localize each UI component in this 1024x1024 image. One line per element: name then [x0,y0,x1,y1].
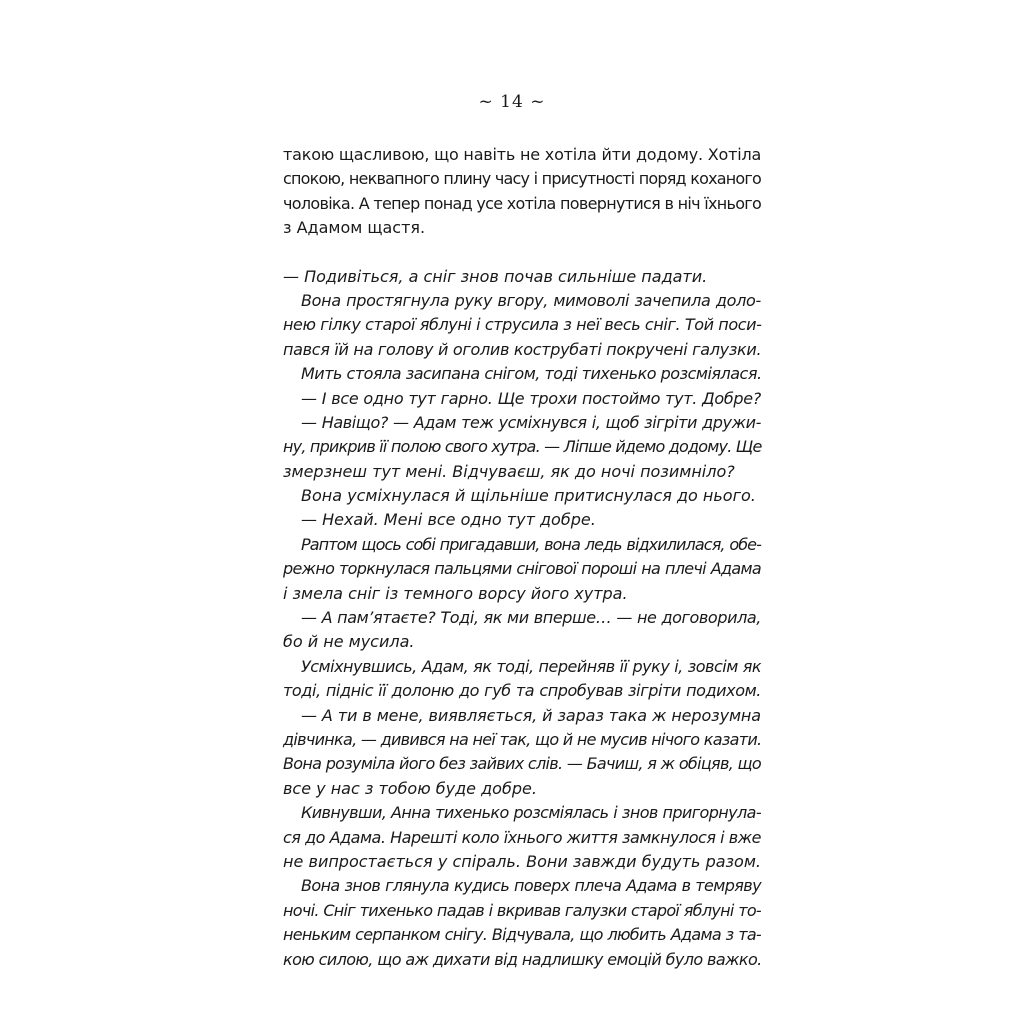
text-line: ся до Адама. Нарешті коло їхнього життя замкнулося і вже [283,827,761,847]
text-line: все у нас з тобою буде добре. [283,778,537,798]
text-line: ночі. Сніг тихенько падав і вкривав галузки старої яблуні то- [283,900,761,920]
text-line: — Навіщо? — Адам теж усміхнувся і, щоб зігріти дружи- [301,412,761,432]
text-line: режно торкнулася пальцями снігової пороші на плечі Адама [283,559,761,579]
text-line: і змела сніг із темного ворсу його хутра. [283,583,628,603]
text-line: — Подивіться, а сніг знов почав сильніше падати. [283,266,708,286]
text-line: Вона знов глянула кудись поверх плеча Адама в темряву [301,876,761,896]
paragraph-gap [283,241,761,265]
text-line: спокою, неквапного плину часу і присутності поряд коханого [283,169,761,189]
text-line: Мить стояла засипана снігом, тоді тихенько розсміялася. [301,364,762,384]
text-line: Вона розуміла його без зайвих слів. — Бачиш, я ж обіцяв, що [283,754,761,774]
text-line: — А пам’ятаєте? Тоді, як ми вперше… — не договорила, [301,608,761,628]
text-line: неньким серпанком снігу. Відчувала, що любить Адама з та- [283,925,761,945]
text-line: Вона усміхнулася й щільніше притиснулася до нього. [301,486,756,506]
text-line: нею гілку старої яблуні і струсила з неї весь сніг. Той поси- [283,315,762,335]
text-line: — Нехай. Мені все одно тут добре. [301,510,596,530]
text-line: ну, прикрив її полою свого хутра. — Ліпше йдемо додому. Ще [283,437,762,457]
text-line: Раптом щось собі пригадавши, вона ледь відхилилася, обе- [301,534,761,554]
text-line: Кивнувши, Анна тихенько розсміялась і знов пригорнула- [301,803,761,823]
dialogue-section [283,265,761,972]
text-line: — А ти в мене, виявляється, й зараз така ж нерозумна [301,705,761,725]
text-line: такою щасливою, що навіть не хотіла йти додому. Хотіла [283,145,762,164]
text-line: кою силою, що аж дихати від надлишку емоцій було важко. [283,949,762,969]
text-line: бо й не мусила. [283,632,415,652]
opening-paragraph [283,143,761,241]
text-line: з Адамом щастя. [283,218,426,238]
page-number: ~ 14 ~ [478,92,546,112]
text-line: дівчинка, — дивився на неї так, що й не мусив нічого казати. [283,729,762,749]
text-line: тоді, підніс її долоню до губ та спробував зігріти подихом. [283,681,761,701]
text-line: не випростається у спіраль. Вони завжди будуть разом. [283,851,761,871]
text-line: — І все одно тут гарно. Ще трохи постоймо тут. Добре? [301,388,761,408]
body-text [283,143,761,972]
text-line: Усміхнувшись, Адам, як тоді, перейняв її руку і, зовсім як [301,656,761,676]
text-line: Вона простягнула руку вгору, мимоволі зачепила доло- [301,290,761,310]
text-line: чоловіка. А тепер понад усе хотіла повернутися в ніч їхнього [283,193,762,213]
text-line: змерзнеш тут мені. Відчуваєш, як до ночі позимніло? [283,461,735,481]
text-line: пався їй на голову й оголив кострубаті покручені галузки. [283,339,762,359]
